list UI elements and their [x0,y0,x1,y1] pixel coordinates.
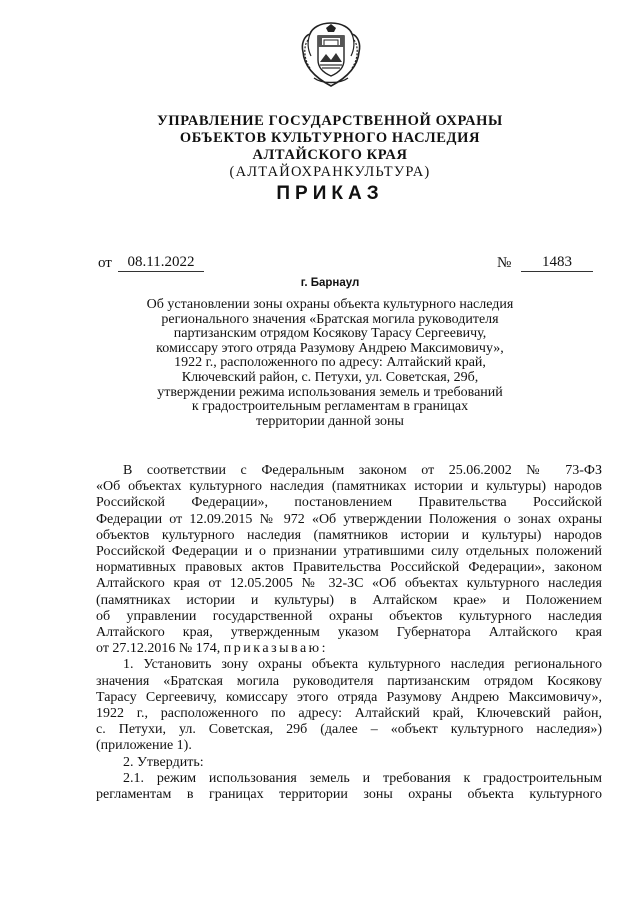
agency-name-line-3: АЛТАЙСКОГО КРАЯ [252,147,408,163]
subject-line: партизанским отрядом Косякову Тарасу Сергеевичу, [173,326,487,342]
item2-line: 2. Утвердить: [123,754,204,770]
subject-line: комиссару этого отряда Разумову Андрею Максимовичу», [156,340,504,356]
document-type-title: ПРИКАЗ [276,183,384,204]
agency-name-line-2: ОБЪЕКТОВ КУЛЬТУРНОГО НАСЛЕДИЯ [179,130,481,146]
number-label: № [497,255,512,271]
item21-line: 2.1. режим использования земель и требования к градостроительным [123,770,602,786]
preamble-line: Российской Федерации и о признании утратившими силу отдельных положений [96,544,602,560]
item1-line: значения «Братская могила руководителя партизанским отрядом Косякову [96,673,602,689]
agency-short-name: (АЛТАЙОХРАНКУЛЬТУРА) [229,164,431,180]
subject-line: Ключевский район, с. Петухи, ул. Советская, 29б, [181,369,479,385]
order-intro: от 27.12.2016 № 174, [96,641,221,657]
preamble-line: нормативных правовых актов Правительства Российской Федерации», законом [96,560,602,576]
preamble-line: Алтайского края от 12.05.2005 № 32-ЗС «Об объектах культурного наследия [96,576,602,592]
preamble-line: объектов культурного наследия (памятников истории и культуры) народов [96,527,602,543]
preamble-line: «Об объектах культурного наследия (памятниках истории и культуры) народов [96,479,602,495]
order-word: приказываю: [223,641,329,657]
item1-line: 1922 г., расположенного по адресу: Алтайский край, Ключевский район, [96,706,602,722]
item1-line: (приложение 1). [96,738,192,754]
item1-line: 1. Установить зону охраны объекта культурного наследия регионального [123,657,602,673]
subject-line: регионального значения «Братская могила руководителя [161,311,499,327]
city: г. Барнаул [300,277,360,289]
preamble-line: (памятниках истории и культуры) в Алтайском крае» и Положением [96,592,602,608]
agency-name-line-1: УПРАВЛЕНИЕ ГОСУДАРСТВЕННОЙ ОХРАНЫ [157,113,503,129]
subject-line: к градостроительным регламентам в границах [191,399,469,415]
order-subject [130,298,530,429]
order-number: 1483 [521,253,593,272]
item1-line: Тарасу Сергеевичу, комиссару этого отряда Разумову Андрею Максимовичу», [96,689,602,705]
preamble-line: Российской Федерации», постановлением Правительства Российской [96,495,602,511]
subject-line: территории данной зоны [256,413,404,429]
order-clause-line [96,641,602,657]
subject-line: Об установлении зоны охраны объекта культурного наследия [146,297,514,312]
preamble-line: Федерации от 12.09.2015 № 972 «Об утверждении Положения о зонах охраны [96,511,602,527]
order-date: 08.11.2022 [118,253,204,272]
date-label: от [98,255,112,271]
item1-line: с. Петухи, ул. Советская, 29б (далее – «объект культурного наследия») [96,722,602,738]
preamble-line: В соответствии с Федеральным законом от 25.06.2002 № 73-ФЗ [123,463,602,478]
subject-line: 1922 г., расположенного по адресу: Алтайский край, [174,355,486,371]
order-body [96,463,602,803]
coat-of-arms-emblem [298,20,364,90]
item21-line: регламентам в границах территории зоны охраны объекта культурного [96,787,602,803]
subject-line: утверждении режима использования земель и требований [157,384,503,400]
preamble-line: об управлении государственной охраны объектов культурного наследия [96,608,602,624]
preamble-line: Алтайского края, утвержденным указом Губернатора Алтайского края [96,625,602,641]
